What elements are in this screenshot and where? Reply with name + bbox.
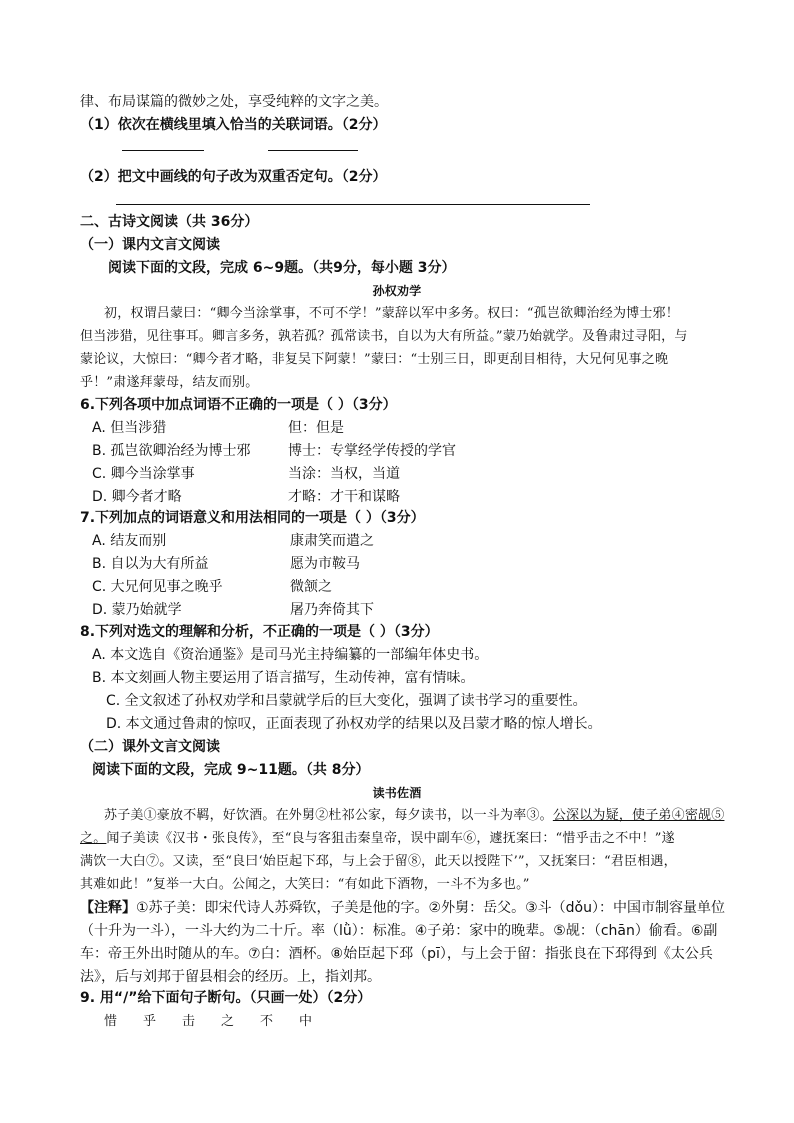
q6-option-a: A. 但当涉猎 [92,420,167,436]
q7-option-b-compare: 愿为市鞍马 [290,556,360,572]
q7-option-a-compare: 康肃笑而遣之 [290,533,374,549]
question-sub2: （2）把文中画线的句子改为双重否定句。（2分） [80,169,387,185]
question-8-stem: 8.下列对选文的理解和分析，不正确的一项是（ ）（3分） [80,624,439,640]
part-2-heading: （二）课外文言文阅读 [80,739,220,755]
passage-2-line-1 [104,806,724,826]
passage-2-segment: 苏子美 [104,808,144,823]
notes-label: 【注释】 [80,900,136,916]
q6-option-d: D. 卿今者才略 [92,489,182,505]
intro-tail: 律、布局谋篇的微妙之处，享受纯粹的文字之美。 [80,94,388,110]
q7-option-b: B. 自以为大有所益 [92,556,209,572]
notes-line-3: 车：帝王外出时随从的车。⑦白：酒杯。⑧始臣起下邳（pī），与上会于留：指张良在下邳得到《太公兵 [80,946,713,962]
passage-1-title: 孙权劝学 [372,284,422,298]
passage-1-line: 乎！”肃遂拜蒙母，结友而别。 [80,375,259,390]
notes-line-4: 法》，后与刘邦于留县相会的经历。上，指刘邦。 [80,969,381,985]
notes-text: ①苏子美：即宋代诗人苏舜钦，子美是他的字。②外舅：岳父。③斗（dǒu）：中国市制容量单位 [136,900,725,916]
underlined-sentence: 公深以为疑，使子弟④密觇⑤ [552,808,725,823]
question-7-stem: 7.下列加点的词语意义和用法相同的一项是（ ）（3分） [80,510,425,526]
underlined-sentence-end: 之。 [80,831,107,846]
q7-option-c: C. 大兄何见事之晚乎 [92,579,223,595]
q8-option-c: C. 全文叙述了孙权劝学和吕蒙就学后的巨大变化，强调了读书学习的重要性。 [106,693,587,709]
passage-2-segment: 闻子美读《汉书・张良传》，至“良与客狙击秦皇帝，误中副车⑥，遽抚案曰：“惜乎击之不中！”遂 [106,831,675,846]
passage-2-line-2 [80,829,675,849]
q8-option-d: D. 本文通过鲁肃的惊叹，正面表现了孙权劝学的结果以及吕蒙才略的惊人增长。 [106,716,602,732]
q6-option-b: B. 孤岂欲卿治经为博士邪 [92,443,251,459]
question-6-stem: 6.下列各项中加点词语不正确的一项是（ ）（3分） [80,397,397,413]
q6-option-b-gloss: 博士：专掌经学传授的学官 [288,443,456,459]
q7-option-d-compare: 屠乃奔倚其下 [290,602,374,618]
passage-2-line-3: 满饮一大白⑦。又读，至“良曰‘始臣起下邳，与上会于留⑧，此天以授陛下’”，又抚案曰：“君臣相遇， [80,854,677,869]
q8-option-a: A. 本文选自《资治通鉴》是司马光主持编纂的一部编年体史书。 [92,647,489,663]
q7-option-d: D. 蒙乃始就学 [92,602,182,618]
passage-1-line: 蒙论议，大惊曰：“卿今者才略，非复吴下阿蒙！”蒙曰：“士别三日，即更刮目相待，大兄何见事之晚 [80,352,669,367]
passage-2-segment: ①豪放不羁，好饮酒。在外舅 [143,808,316,823]
q6-option-c: C. 卿今当涂掌事 [92,466,195,482]
answer-blank-2[interactable] [268,150,358,151]
section-2-heading: 二、古诗文阅读（共 36分） [80,214,259,230]
answer-blank-3[interactable] [116,204,590,205]
passage-2-title: 读书佐酒 [372,786,422,800]
q7-option-c-compare: 微颔之 [290,579,332,595]
passage-2-segment: ②杜祁公家，每夕读书，以一斗为率③。 [315,808,553,823]
q6-option-a-gloss: 但：但是 [288,420,344,436]
passage-2-line-4: 其难如此！”复举一大白。公闻之，大笑曰：“有如此下酒物，一斗不为多也。” [80,877,530,892]
part-1-heading: （一）课内文言文阅读 [80,237,220,253]
answer-blank-1[interactable] [122,150,204,151]
q8-option-b: B. 本文刻画人物主要运用了语言描写，生动传神，富有情味。 [92,670,475,686]
notes-line-1 [80,898,725,918]
passage-1-line: 但当涉猎，见往事耳。卿言多务，孰若孤？孤常读书，自以为大有所益。”蒙乃始就学。及鲁肃过寻阳，与 [80,329,688,344]
question-9-stem: 9. 用“/”给下面句子断句。（只画一处）（2分） [80,990,372,1006]
question-sub1: （1）依次在横线里填入恰当的关联词语。（2分） [80,117,387,133]
part-2-instruction: 阅读下面的文段，完成 9~11题。（共 8分） [92,762,370,778]
q7-option-a: A. 结友而别 [92,533,167,549]
q6-option-c-gloss: 当涂：当权，当道 [288,466,400,482]
q6-option-d-gloss: 才略：才干和谋略 [288,489,400,505]
q9-sentence[interactable]: 惜乎击之不中 [104,1014,339,1029]
part-1-instruction: 阅读下面的文段，完成 6~9题。（共9分，每小题 3分） [108,260,456,276]
notes-line-2: （十升为一斗），一斗大约为二十斤。率（lǜ）：标准。④子弟：家中的晚辈。⑤觇：（chān）偷看。⑥副 [80,923,718,939]
passage-1-line: 初，权谓吕蒙曰：“卿今当涂掌事，不可不学！”蒙辞以军中多务。权曰：“孤岂欲卿治经为博士邪！ [104,306,679,321]
